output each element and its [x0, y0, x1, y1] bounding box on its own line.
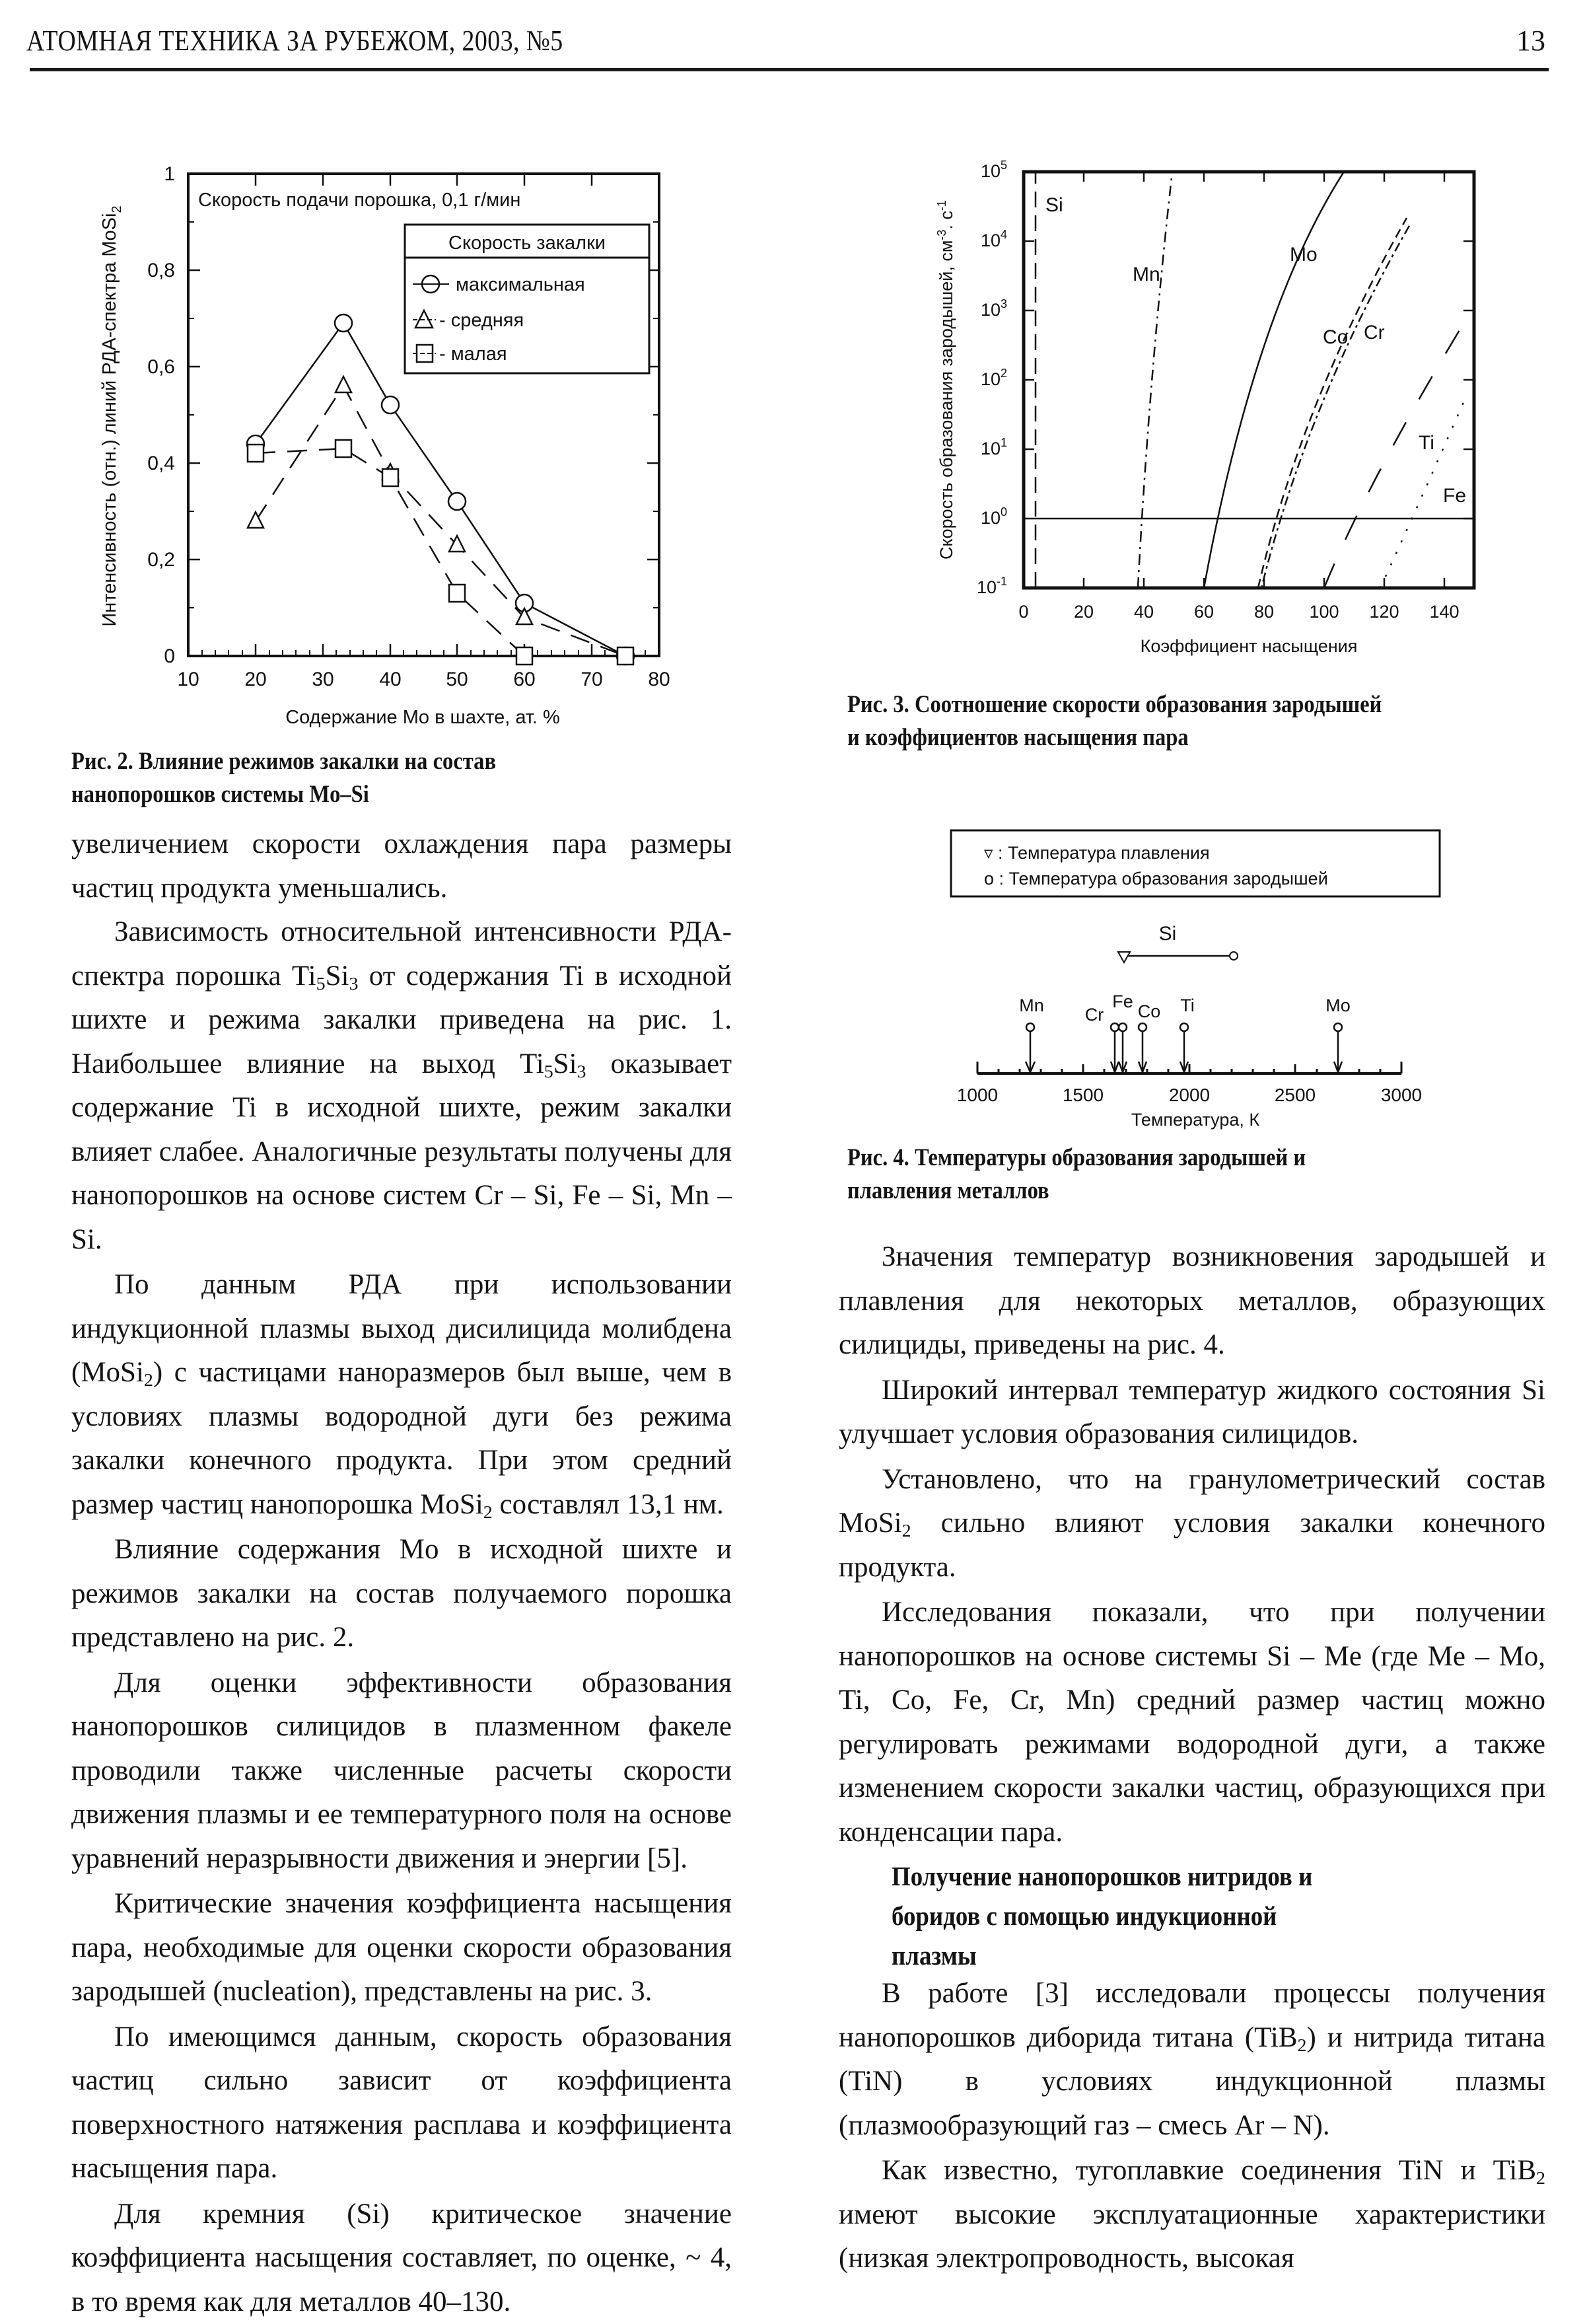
figure-2-caption: Рис. 2. Влияние режимов закалки на состав нанопорошков системы Mo–Si: [71, 745, 652, 811]
left-column: [71, 822, 732, 2324]
x-tick: 70: [581, 669, 602, 690]
marker-cr: [1111, 1023, 1119, 1072]
section-heading: Получение нанопорошков нитридов и боридов с помощью индукционной плазмы: [892, 1856, 1486, 1975]
x-tick: 0: [1018, 602, 1028, 622]
legend-item-nucleation: o : Температура образования зародышей: [984, 869, 1328, 889]
marker-fe: [1119, 1023, 1127, 1072]
y-tick: $10^1$: [981, 436, 1007, 458]
figure-3: [905, 152, 1539, 667]
paragraph: По данным РДА при использовании индукционной плазмы выход дисилицида молибдена (MoSi$_2$) с частицами наноразмеров был выше, чем в условиях плазмы водородной дуги без режима закалки конечного продукта. При этом средний размер частиц нанопорошка MoSi$_2$ составлял 13,1 нм.: [71, 1263, 732, 1527]
y-tick: $10^2$: [981, 367, 1007, 389]
nucleation-marker-icon: [1230, 952, 1238, 960]
label-fe: Fe: [1443, 485, 1466, 507]
running-header: [26, 18, 1545, 58]
x-tick: 80: [1254, 602, 1274, 622]
chart-annotation: Скорость подачи порошка, 0,1 г/мин: [198, 190, 520, 211]
label-co: Co: [1323, 326, 1348, 348]
label-mo: Mo: [1290, 244, 1318, 266]
paragraph: Критические значения коэффициента насыщения пара, необходимые для оценки скорости образования зародышей (nucleation), представлены на рис. 3.: [71, 1882, 732, 2014]
figure-3-chart: [905, 152, 1539, 667]
legend-item: - малая: [439, 344, 507, 365]
paragraph: Значения температур возникновения зародышей и плавления для некоторых металлов, образующих силициды, приведены на рис. 4.: [839, 1235, 1545, 1367]
y-tick: 1: [164, 163, 175, 185]
y-tick: 0,4: [147, 453, 175, 474]
curve-mn: [1138, 172, 1172, 588]
figure-2-chart: [66, 152, 693, 733]
label-cr: Cr: [1085, 1005, 1104, 1025]
marker-mo: [1334, 1023, 1342, 1072]
label-ti: Ti: [1419, 432, 1434, 454]
x-tick: 80: [648, 669, 670, 690]
marker-mn: [1026, 1023, 1035, 1072]
paragraph: Зависимость относительной интенсивности РДА-спектра порошка $Ti_5Si_3$ от содержания Ti в исходной шихте и режима закалки приведена на рис. 1. Наибольшее влияние на выход $Ti_5Si_3$ оказывает содержание Ti в исходной шихте, режим закалки влияет слабее. Аналогичные результаты получены для нанопорошков на основе систем Cr – Si, Fe – Si, Mn – Si.: [71, 910, 732, 1262]
x-tick: 40: [1134, 602, 1154, 622]
paragraph: увеличением скорости охлаждения пара размеры частиц продукта уменьшались.: [71, 822, 732, 910]
y-tick: 0: [164, 645, 175, 667]
label-cr: Cr: [1364, 322, 1385, 344]
paragraph: Влияние содержания Mo в исходной шихте и режимов закалки на состав получаемого порошка представлено на рис. 2.: [71, 1528, 732, 1660]
x-tick: 100: [1309, 602, 1339, 622]
journal-title: АТОМНАЯ ТЕХНИКА ЗА РУБЕЖОМ, 2003, №5: [26, 24, 563, 57]
figure-3-caption: Рис. 3. Соотношение скорости образования зародышей и коэффициентов насыщения пара: [847, 688, 1469, 754]
label-ti: Ti: [1180, 996, 1195, 1015]
x-tick: 1000: [957, 1085, 998, 1105]
x-tick: 20: [244, 669, 266, 690]
paragraph: Широкий интервал температур жидкого состояния Si улучшает условия образования силицидов.: [839, 1369, 1545, 1457]
x-axis-label: Коэффициент насыщения: [1141, 636, 1358, 656]
y-tick: 0,8: [147, 260, 175, 281]
paragraph: Для оценки эффективности образования нанопорошков силицидов в плазменном факеле проводили также численные расчеты скорости движения плазмы и ее температурного поля на основе уравнений неразрывности движения и энергии [5].: [71, 1661, 732, 1881]
y-axis-label: Скорость образования зародышей, $см^{-3}$. $с^{-1}$: [935, 200, 956, 560]
x-tick: 2000: [1169, 1085, 1210, 1105]
x-tick: 120: [1369, 602, 1399, 622]
marker-co: [1139, 1023, 1146, 1072]
label-si: Si: [1045, 194, 1063, 216]
marker-ti: [1180, 1023, 1188, 1072]
curve-cr: [1261, 225, 1410, 588]
series-low: [248, 440, 633, 665]
figure-4: [951, 829, 1440, 1107]
figure-2: [66, 152, 693, 733]
y-tick: $10^0$: [981, 505, 1007, 528]
figure-4-caption: Рис. 4. Температуры образования зародышей и плавления металлов: [847, 1142, 1428, 1208]
y-tick: $10^4$: [981, 228, 1007, 250]
y-tick: $10^5$: [981, 159, 1007, 181]
y-tick: 0,6: [147, 356, 175, 378]
legend-item: - средняя: [439, 310, 524, 331]
label-mn: Mn: [1019, 996, 1044, 1015]
label-mn: Mn: [1133, 264, 1160, 285]
y-axis-label: Интенсивность (отн.) линий РДА-спектра MoSi$_2$: [99, 205, 124, 626]
figure-4-xlabel: [951, 1110, 1440, 1130]
right-column-lower: [839, 1972, 1545, 2281]
label-si: Si: [1159, 923, 1177, 945]
y-tick: $10^3$: [981, 297, 1007, 320]
x-tick: 30: [312, 669, 334, 690]
chart-legend: [405, 225, 649, 373]
legend-item: максимальная: [456, 274, 585, 295]
curve-ti: [1324, 314, 1469, 588]
label-co: Co: [1138, 1001, 1161, 1021]
x-tick: 140: [1429, 602, 1459, 622]
x-tick: 20: [1074, 602, 1094, 622]
legend-title: Скорость закалки: [448, 233, 606, 254]
paragraph: По имеющимся данным, скорость образования частиц сильно зависит от коэффициента поверхностного натяжения расплава и коэффициента насыщения пара.: [71, 2015, 732, 2191]
melting-marker-icon: [1118, 952, 1130, 962]
legend-item-melting: ▿ : Температура плавления: [984, 843, 1210, 863]
label-mo: Mo: [1325, 996, 1351, 1015]
paragraph: Установлено, что на гранулометрический состав MoSi$_2$ сильно влияют условия закалки конечного продукта.: [839, 1458, 1545, 1590]
x-tick: 2500: [1275, 1085, 1316, 1105]
curve-co: [1258, 218, 1407, 588]
paragraph: Исследования показали, что при получении нанопорошков на основе системы Si – Me (где Me – Mo, Ti, Co, Fe, Cr, Mn) средний размер частиц можно регулировать режимами водородной дуги, а также изменением скорости закалки частиц, образующихся при конденсации пара.: [839, 1591, 1545, 1854]
paragraph: Как известно, тугоплавкие соединения TiN и TiB$_2$ имеют высокие эксплуатационные характеристики (низкая электропроводность, высокая: [839, 2149, 1545, 2281]
x-tick: 40: [379, 669, 401, 690]
paragraph: Для кремния (Si) критическое значение коэффициента насыщения составляет, по оценке, ~ 4, в то время как для металлов 40–130.: [71, 2193, 732, 2324]
x-axis-label: Температура, К: [951, 1110, 1440, 1130]
label-fe: Fe: [1112, 992, 1133, 1011]
x-tick: 50: [446, 669, 468, 690]
figure-4-chart: [951, 829, 1440, 1107]
x-tick: 60: [1194, 602, 1214, 622]
paragraph: В работе [3] исследовали процессы получения нанопорошков диборида титана (TiB$_2$) и нитрида титана (TiN) в условиях индукционной плазмы (плазмообразующий газ – смесь Ar – N).: [839, 1972, 1545, 2148]
y-tick: 0,2: [147, 549, 175, 571]
x-tick: 3000: [1381, 1085, 1422, 1105]
header-rule: [30, 68, 1549, 71]
right-column-upper: [839, 1235, 1545, 1854]
x-tick: 1500: [1063, 1085, 1104, 1105]
x-tick: 60: [513, 669, 535, 690]
x-tick: 10: [177, 669, 199, 690]
y-tick: $10^{-1}$: [977, 575, 1007, 597]
series-medium: [248, 377, 625, 656]
x-axis-label: Содержание Mo в шахте, ат. %: [285, 707, 560, 728]
page-number: 13: [1516, 24, 1545, 57]
